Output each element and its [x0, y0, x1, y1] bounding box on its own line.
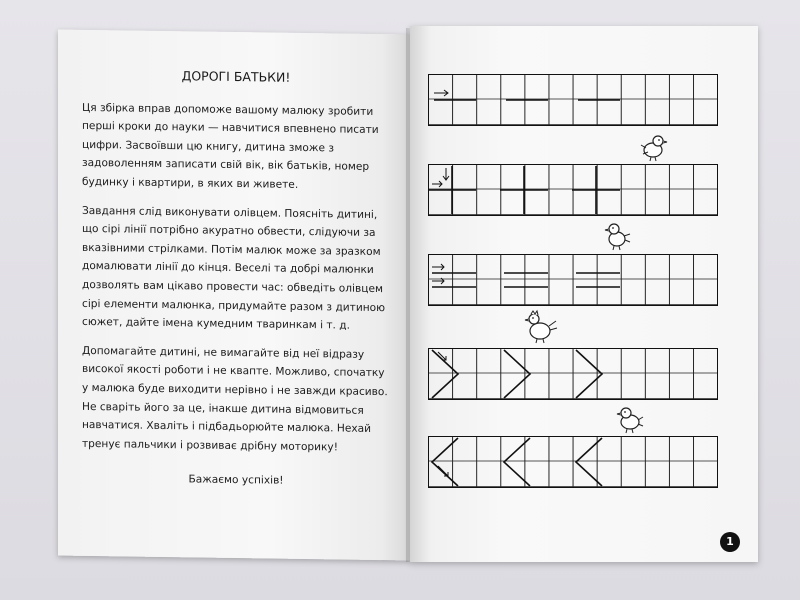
exercise-row-horizontal-dashes [428, 74, 718, 126]
rooster-icon [522, 308, 560, 346]
right-page [410, 26, 758, 562]
bird-icon [600, 218, 634, 252]
left-page [58, 30, 410, 561]
trace-lines [428, 254, 718, 306]
paragraph-advice: Допомагайте дитині, не вимагайте від неї відразу високої якості роботи і не квапте. Можливо, спочатку у малюка буде виходити нерівно і не завжди красиво. Не сваріть його за це, інакше дитина відмовиться навчатися. Хваліть і підбадьорюйте малюка. Нехай тренує пальчики і розвиває дрібну моторику! [82, 344, 388, 454]
arrow-right-icon [432, 278, 444, 284]
chick-icon [614, 402, 648, 436]
exercise-row-plus-crosses [428, 164, 718, 216]
arrow-right-icon [432, 264, 444, 270]
page-number-badge: 1 [720, 532, 740, 552]
trace-lines [428, 348, 718, 400]
closing-wish: Бажаємо успіхів! [188, 473, 284, 487]
paragraph-instructions: Завдання слід виконувати олівцем. Поясніть дитині, що сірі лінії потрібно акуратно обвести, слідуючи за вказівними стрілками. Потім малюк може за зразком домалювати лінії до кінця. Веселі та добрі малюнки дозволять вам цікаво провести час: обведіть олівцем сірі елементи малюнка, придумайте разом з дитиною сюжет, дайте імена кумедним тваринкам і т. д. [82, 204, 386, 332]
trace-lines [428, 436, 718, 488]
exercise-row-right-angles [428, 348, 718, 400]
open-workbook [58, 32, 758, 558]
chick-icon [638, 130, 672, 164]
parents-letter [82, 66, 390, 492]
arrow-diagonal-icon [438, 466, 448, 476]
paragraph-intro: Ця збірка вправ допоможе вашому малюку зробити перші кроки до науки — навчитися впевнено писати цифри. Засвоївши цю книгу, дитина зможе з задоволенням записати свій вік, вік батьків, номер будинку і квартири, в яких ви живете. [82, 101, 379, 191]
trace-lines [428, 74, 718, 126]
arrow-right-icon [434, 90, 448, 96]
arrow-right-icon [432, 181, 442, 187]
exercise-row-double-horizontal [428, 254, 718, 306]
exercise-row-left-angles [428, 436, 718, 488]
page-title: ДОРОГІ БАТЬКИ! [181, 68, 291, 85]
arrow-down-icon [443, 168, 449, 180]
trace-lines [428, 164, 718, 216]
